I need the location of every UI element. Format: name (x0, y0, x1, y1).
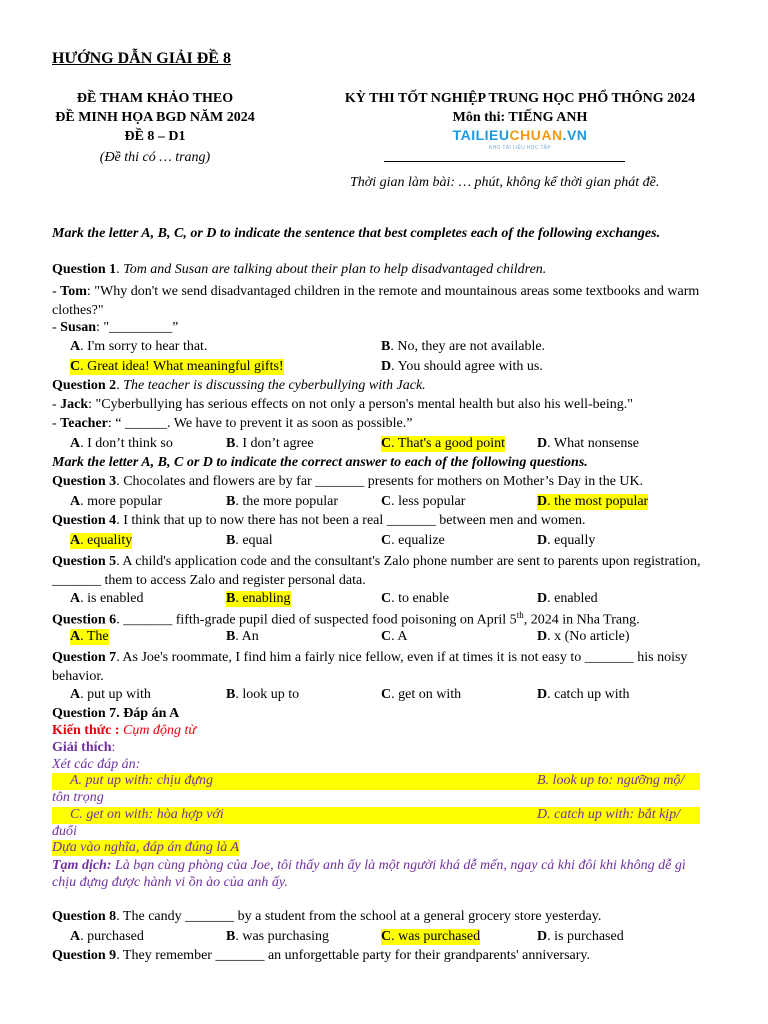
q7-review-options: Xét các đáp án: (52, 757, 141, 772)
exam-source-line2: ĐỀ MINH HỌA BGD NĂM 2024 (55, 110, 255, 125)
q1-option-a: A. I'm sorry to hear that. (70, 339, 208, 354)
q5-option-d: D. enabled (537, 591, 598, 606)
q7-conclusion: Dựa vào nghĩa, đáp án đúng là A (52, 840, 240, 855)
q7-explain-b: B. look up to: ngưỡng mộ/ (537, 773, 685, 788)
q1-option-c-correct: C. Great idea! What meaningful gifts! (70, 359, 284, 374)
question-5: Question 5. A child's application code and the consultant's Zalo phone number are sent to parents upon registration, _______ them to access Zalo and register personal data. (52, 554, 701, 588)
q7-explain-d: D. catch up with: bắt kịp/ (537, 807, 681, 822)
q7-option-d: D. catch up with (537, 687, 630, 702)
q7-explain-d-cont: đuổi (52, 824, 77, 839)
question-3: Question 3. Chocolates and flowers are by far _______ presents for mothers on Mother’s Day in the UK. (52, 474, 644, 489)
exam-subject: Môn thi: TIẾNG ANH (452, 110, 588, 125)
q2-option-c-correct: C. That's a good point (381, 436, 505, 451)
section2-instruction: Mark the letter A, B, C or D to indicate the correct answer to each of the following questions. (52, 455, 588, 470)
q7-option-c: C. get on with (381, 687, 462, 702)
q6-option-b: B. An (226, 629, 259, 644)
q6-option-a-correct: A. The (70, 629, 109, 644)
q1-tom-line: - Tom: "Why don't we send disadvantaged children in the remote and mountainous areas some textbooks and warm clothes?" (52, 284, 700, 318)
q7-option-a: A. put up with (70, 687, 151, 702)
exam-source-block (52, 89, 258, 167)
q1-option-d: D. You should agree with us. (381, 359, 543, 374)
q8-option-d: D. is purchased (537, 929, 624, 944)
q4-option-b: B. equal (226, 533, 273, 548)
q2-option-a: A. I don’t think so (70, 436, 173, 451)
page-count-note: (Đề thi có … trang) (99, 150, 211, 165)
question-1: Question 1. Tom and Susan are talking about their plan to help disadvantaged children. (52, 262, 547, 277)
exam-code: ĐỀ 8 – D1 (124, 129, 186, 144)
q7-explain-c: C. get on with: hòa hợp với (70, 807, 224, 822)
q8-option-b: B. was purchasing (226, 929, 330, 944)
exam-name: KỲ THI TỐT NGHIỆP TRUNG HỌC PHỔ THÔNG 2024 (344, 91, 696, 106)
q1-option-b: B. No, they are not available. (381, 339, 546, 354)
q7-explanation-heading: Giải thích: (52, 740, 116, 755)
q7-explain-a: A. put up with: chịu đựng (70, 773, 213, 788)
time-note: Thời gian làm bài: … phút, không kể thời gian phát đề. (350, 175, 660, 190)
q8-option-c-correct: C. was purchased (381, 929, 481, 944)
q4-option-c: C. equalize (381, 533, 445, 548)
tailieuchuan-logo (420, 127, 620, 151)
q7-translation: Tạm dịch: Là bạn cùng phòng của Joe, tôi thấy anh ấy là một người khá dễ mến, ngay cả khi đôi khi không dễ gì chịu đựng được hành vi ồn ào của anh ấy. (52, 858, 686, 890)
q2-teacher-line: - Teacher: “ ______. We have to prevent it as soon as possible.” (52, 416, 413, 431)
q7-answer-heading: Question 7. Đáp án A (52, 706, 180, 721)
logo-tagline: KHO TÀI LIỆU HỌC TẬP (489, 145, 551, 151)
question-4: Question 4. I think that up to now there has not been a real _______ between men and women. (52, 513, 586, 528)
q3-option-d-correct: D. the most popular (537, 494, 649, 509)
q1-susan-line: - Susan: "_________” (52, 320, 179, 335)
q3-option-b: B. the more popular (226, 494, 338, 509)
logo-text: TAILIEUCHUAN.VN (452, 127, 588, 143)
exam-source-line1: ĐỀ THAM KHẢO THEO (76, 91, 234, 106)
question-8: Question 8. The candy _______ by a student from the school at a general grocery store yesterday. (52, 909, 602, 924)
section1-instruction: Mark the letter A, B, C, or D to indicate the sentence that best completes each of the following exchanges. (52, 226, 661, 241)
question-9: Question 9. They remember _______ an unforgettable party for their grandparents' anniversary. (52, 948, 591, 963)
q4-option-a-correct: A. equality (70, 533, 133, 548)
q7-explain-b-cont: tôn trọng (52, 790, 104, 805)
q7-knowledge: Kiến thức : Cụm động từ (52, 723, 196, 738)
header-divider (384, 161, 625, 162)
q2-jack-line: - Jack: "Cyberbullying has serious effects on not only a person's mental health but also his well-being." (52, 397, 633, 412)
q3-option-c: C. less popular (381, 494, 466, 509)
q3-option-a: A. more popular (70, 494, 163, 509)
page-title: HƯỚNG DẪN GIẢI ĐỀ 8 (52, 50, 231, 67)
q6-option-d: D. x (No article) (537, 629, 630, 644)
q2-option-b: B. I don’t agree (226, 436, 314, 451)
q8-option-a: A. purchased (70, 929, 144, 944)
q6-option-c: C. A (381, 629, 408, 644)
question-2: Question 2. The teacher is discussing the cyberbullying with Jack. (52, 378, 426, 393)
q2-option-d: D. What nonsense (537, 436, 640, 451)
exam-info-block (320, 89, 720, 127)
q5-option-c: C. to enable (381, 591, 450, 606)
q4-option-d: D. equally (537, 533, 596, 548)
q5-option-a: A. is enabled (70, 591, 144, 606)
q5-option-b-correct: B. enabling (226, 591, 291, 606)
q7-option-b: B. look up to (226, 687, 300, 702)
question-6: Question 6. _______ fifth-grade pupil died of suspected food poisoning on April 5th, 2024 in Nha Trang. (52, 610, 640, 628)
question-7: Question 7. As Joe's roommate, I find him a fairly nice fellow, even if at times it is not easy to _______ his noisy behavior. (52, 650, 688, 684)
